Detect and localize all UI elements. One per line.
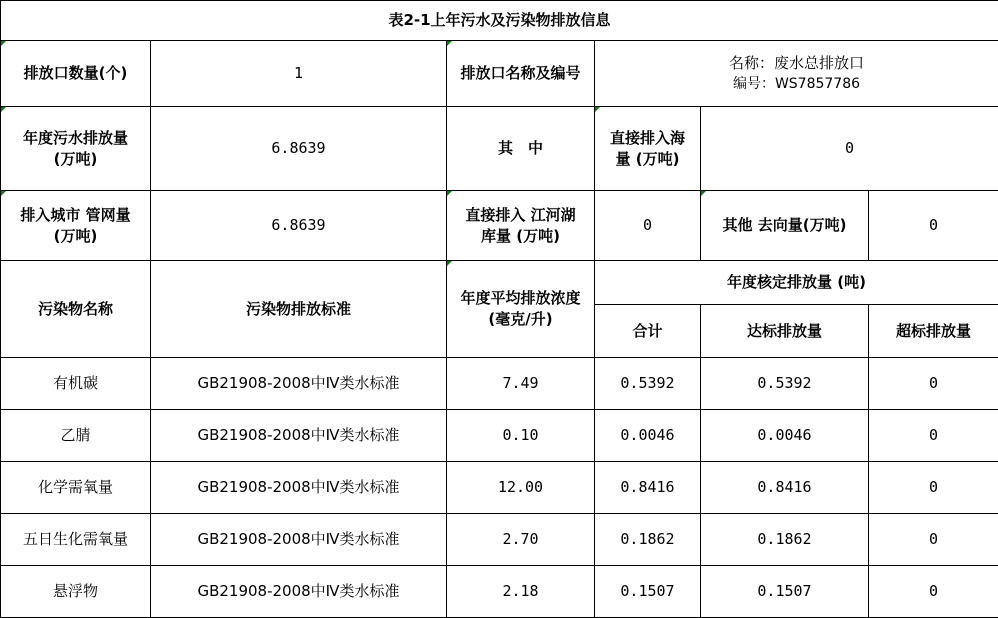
among-label: 其 中 [447,107,595,191]
annual-sewage-value: 6.8639 [151,107,447,191]
pollutant-name: 五日生化需氧量 [1,514,151,566]
header-exceed: 超标排放量 [869,305,998,358]
table-row [1,358,998,410]
outlet-code: 编号：WS7857786 [732,75,861,92]
compliant-amount: 0.1862 [701,514,869,566]
total-amount: 0.5392 [595,358,701,410]
river-discharge-label: 直接排入 江河湖 库量 (万吨) [447,191,595,261]
avg-concentration: 0.10 [447,410,595,462]
total-amount: 0.8416 [595,462,701,514]
compliant-amount: 0.1507 [701,566,869,618]
exceed-amount: 0 [869,462,998,514]
pollutant-standard: GB21908-2008中Ⅳ类水标准 [151,410,447,462]
annual-sewage-label: 年度污水排放量 (万吨) [1,107,151,191]
table-row [1,566,998,618]
avg-concentration: 2.18 [447,566,595,618]
compliant-amount: 0.8416 [701,462,869,514]
avg-concentration: 7.49 [447,358,595,410]
outlet-count-label: 排放口数量(个) [1,41,151,107]
header-standard: 污染物排放标准 [151,261,447,358]
header-total: 合计 [595,305,701,358]
pollutant-standard: GB21908-2008中Ⅳ类水标准 [151,566,447,618]
header-avg-concentration: 年度平均排放浓度 (毫克/升) [447,261,595,358]
city-pipe-label: 排入城市 管网量 (万吨) [1,191,151,261]
exceed-amount: 0 [869,514,998,566]
other-destination-label: 其他 去向量(万吨) [701,191,869,261]
pollutant-standard: GB21908-2008中Ⅳ类水标准 [151,462,447,514]
table-row [1,410,998,462]
header-approved-total: 年度核定排放量 (吨) [595,261,998,305]
total-amount: 0.0046 [595,410,701,462]
outlet-name-label: 排放口名称及编号 [447,41,595,107]
table-row [1,462,998,514]
avg-concentration: 2.70 [447,514,595,566]
river-discharge-value: 0 [595,191,701,261]
header-pollutant-name: 污染物名称 [1,261,151,358]
total-amount: 0.1507 [595,566,701,618]
pollutant-name: 乙腈 [1,410,151,462]
other-destination-value: 0 [869,191,998,261]
total-amount: 0.1862 [595,514,701,566]
table-row [1,514,998,566]
avg-concentration: 12.00 [447,462,595,514]
pollutant-standard: GB21908-2008中Ⅳ类水标准 [151,514,447,566]
outlet-name: 名称：废水总排放口 [728,53,864,72]
sea-discharge-label: 直接排入海 量 (万吨) [595,107,701,191]
outlet-count-value: 1 [151,41,447,107]
city-pipe-value: 6.8639 [151,191,447,261]
compliant-amount: 0.5392 [701,358,869,410]
pollutant-name: 悬浮物 [1,566,151,618]
exceed-amount: 0 [869,410,998,462]
pollutant-standard: GB21908-2008中Ⅳ类水标准 [151,358,447,410]
table-title: 表2-1上年污水及污染物排放信息 [1,1,998,41]
sea-discharge-value: 0 [701,107,998,191]
pollutant-name: 化学需氧量 [1,462,151,514]
header-compliant: 达标排放量 [701,305,869,358]
exceed-amount: 0 [869,566,998,618]
exceed-amount: 0 [869,358,998,410]
outlet-name-value [595,41,998,107]
pollutant-name: 有机碳 [1,358,151,410]
compliant-amount: 0.0046 [701,410,869,462]
